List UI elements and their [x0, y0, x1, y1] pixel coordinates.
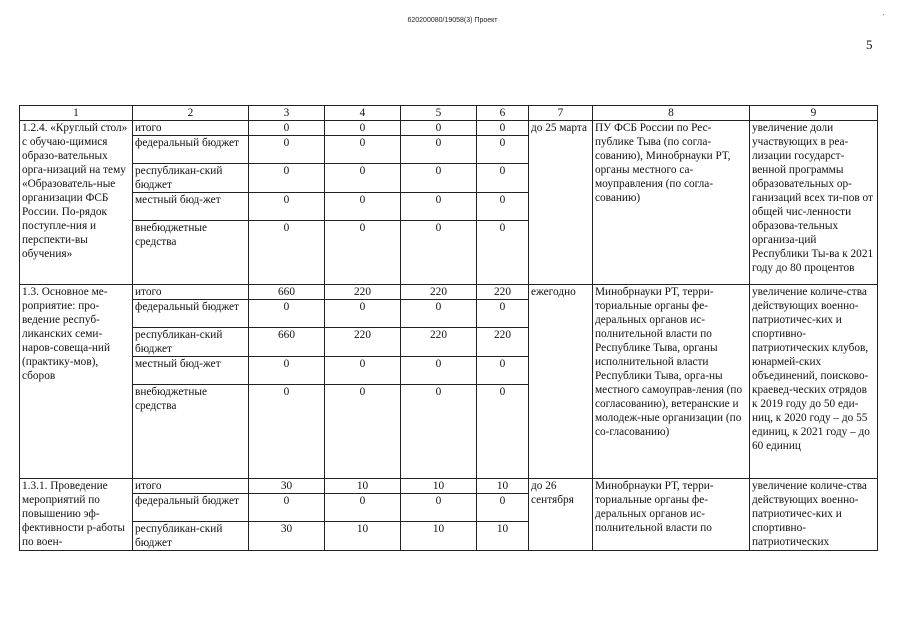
amount-cell: 0: [325, 494, 401, 522]
amount-cell: 220: [401, 285, 477, 300]
amount-cell: 30: [249, 479, 325, 494]
amount-cell: 0: [249, 300, 325, 328]
amount-cell: 0: [477, 300, 529, 328]
activity-title: 1.3.1. Проведение мероприятий по повышению эф-фективности р-аботы по воен-: [20, 479, 133, 551]
amount-cell: 0: [325, 136, 401, 164]
amount-cell: 0: [477, 136, 529, 164]
amount-cell: 0: [477, 164, 529, 193]
amount-cell: 0: [401, 136, 477, 164]
amount-cell: 660: [249, 328, 325, 357]
column-number: 1: [20, 106, 133, 121]
column-number: 4: [325, 106, 401, 121]
amount-cell: 220: [477, 285, 529, 300]
column-number: 5: [401, 106, 477, 121]
column-number-row: [20, 106, 878, 121]
executors: ПУ ФСБ России по Рес-публике Тыва (по согла-сованию), Минобрнауки РТ, органы местного са-моуправления (по согла-сованию): [593, 121, 750, 285]
funding-source: итого: [133, 121, 249, 136]
amount-cell: 0: [249, 385, 325, 479]
activity-title: 1.2.4. «Круглый стол» с обучаю-щимися образо-вательных орга-низаций на тему «Образователь-ные организации ФСБ России. По-рядок поступле-ния и перспекти-вы обучения»: [20, 121, 133, 285]
program-table: [19, 105, 878, 551]
funding-source: внебюджетные средства: [133, 385, 249, 479]
funding-source: республикан-ский бюджет: [133, 164, 249, 193]
amount-cell: 0: [401, 164, 477, 193]
amount-cell: 0: [325, 385, 401, 479]
amount-cell: 0: [477, 221, 529, 285]
funding-source: местный бюд-жет: [133, 357, 249, 385]
document-id: 620200080/19058(3) Проект: [407, 17, 498, 24]
amount-cell: 10: [325, 479, 401, 494]
amount-cell: 0: [477, 357, 529, 385]
funding-source: местный бюд-жет: [133, 193, 249, 221]
expected-result: увеличение доли участвующих в реа-лизации государст-венной программы образовательных ор-ганизаций всех ти-пов от общей чис-ленности образова-тельных организа-ций Республики Ты-ва к 2021 году до 80 процентов: [750, 121, 878, 285]
amount-cell: 660: [249, 285, 325, 300]
amount-cell: 0: [325, 221, 401, 285]
amount-cell: 0: [249, 494, 325, 522]
amount-cell: 0: [401, 357, 477, 385]
funding-source: федеральный бюджет: [133, 136, 249, 164]
funding-source: федеральный бюджет: [133, 300, 249, 328]
amount-cell: 0: [325, 300, 401, 328]
amount-cell: 0: [477, 121, 529, 136]
page-number: 5: [866, 37, 873, 52]
amount-cell: 0: [249, 357, 325, 385]
amount-cell: 10: [401, 522, 477, 551]
table-row: [20, 479, 878, 494]
funding-source: итого: [133, 479, 249, 494]
amount-cell: 0: [477, 494, 529, 522]
amount-cell: 0: [401, 385, 477, 479]
amount-cell: 220: [477, 328, 529, 357]
amount-cell: 0: [401, 121, 477, 136]
funding-source: республикан-ский бюджет: [133, 522, 249, 551]
corner-mark: ': [883, 14, 885, 20]
amount-cell: 0: [249, 221, 325, 285]
funding-source: итого: [133, 285, 249, 300]
column-number: 9: [750, 106, 878, 121]
deadline: до 25 марта: [529, 121, 593, 285]
column-number: 6: [477, 106, 529, 121]
amount-cell: 0: [477, 385, 529, 479]
amount-cell: 0: [249, 136, 325, 164]
amount-cell: 0: [477, 193, 529, 221]
funding-source: внебюджетные средства: [133, 221, 249, 285]
amount-cell: 0: [249, 164, 325, 193]
amount-cell: 10: [477, 522, 529, 551]
amount-cell: 0: [325, 164, 401, 193]
expected-result: увеличение количе-ства действующих военно-патриотичес-ких и спортивно-патриотических клубов, юнармей-ских объединений, поисково-краевед-ческих отрядов к 2019 году до 50 еди-ниц, к 2020 году – до 55 единиц, к 2021 году – до 60 единиц: [750, 285, 878, 479]
funding-source: республикан-ский бюджет: [133, 328, 249, 357]
amount-cell: 0: [325, 121, 401, 136]
amount-cell: 10: [401, 479, 477, 494]
amount-cell: 0: [249, 193, 325, 221]
amount-cell: 220: [325, 285, 401, 300]
table-row: [20, 121, 878, 136]
expected-result: увеличение количе-ства действующих военно-патриотичес-ких и спортивно-патриотических: [750, 479, 878, 551]
column-number: 3: [249, 106, 325, 121]
column-number: 7: [529, 106, 593, 121]
amount-cell: 0: [249, 121, 325, 136]
amount-cell: 0: [401, 494, 477, 522]
amount-cell: 10: [325, 522, 401, 551]
amount-cell: 30: [249, 522, 325, 551]
funding-source: федеральный бюджет: [133, 494, 249, 522]
amount-cell: 0: [325, 357, 401, 385]
amount-cell: 0: [401, 221, 477, 285]
amount-cell: 220: [325, 328, 401, 357]
amount-cell: 0: [325, 193, 401, 221]
deadline: ежегодно: [529, 285, 593, 479]
table-row: [20, 285, 878, 300]
amount-cell: 10: [477, 479, 529, 494]
executors: Минобрнауки РТ, терри-ториальные органы фе-деральных органов ис-полнительной власти по: [593, 479, 750, 551]
amount-cell: 220: [401, 328, 477, 357]
deadline: до 26 сентября: [529, 479, 593, 551]
amount-cell: 0: [401, 193, 477, 221]
activity-title: 1.3. Основное ме-роприятие: про-ведение респуб-ликанских семи-наров-совеща-ний (практику-мов), сборов: [20, 285, 133, 479]
column-number: 8: [593, 106, 750, 121]
amount-cell: 0: [401, 300, 477, 328]
column-number: 2: [133, 106, 249, 121]
executors: Минобрнауки РТ, терри-ториальные органы фе-деральных органов ис-полнительной власти по Республике Тыва, органы исполнительной власти Республики Тыва, орга-ны местного самоуправ-ления (по согласованию), ветеранские и молодеж-ные организации (по со-гласованию): [593, 285, 750, 479]
